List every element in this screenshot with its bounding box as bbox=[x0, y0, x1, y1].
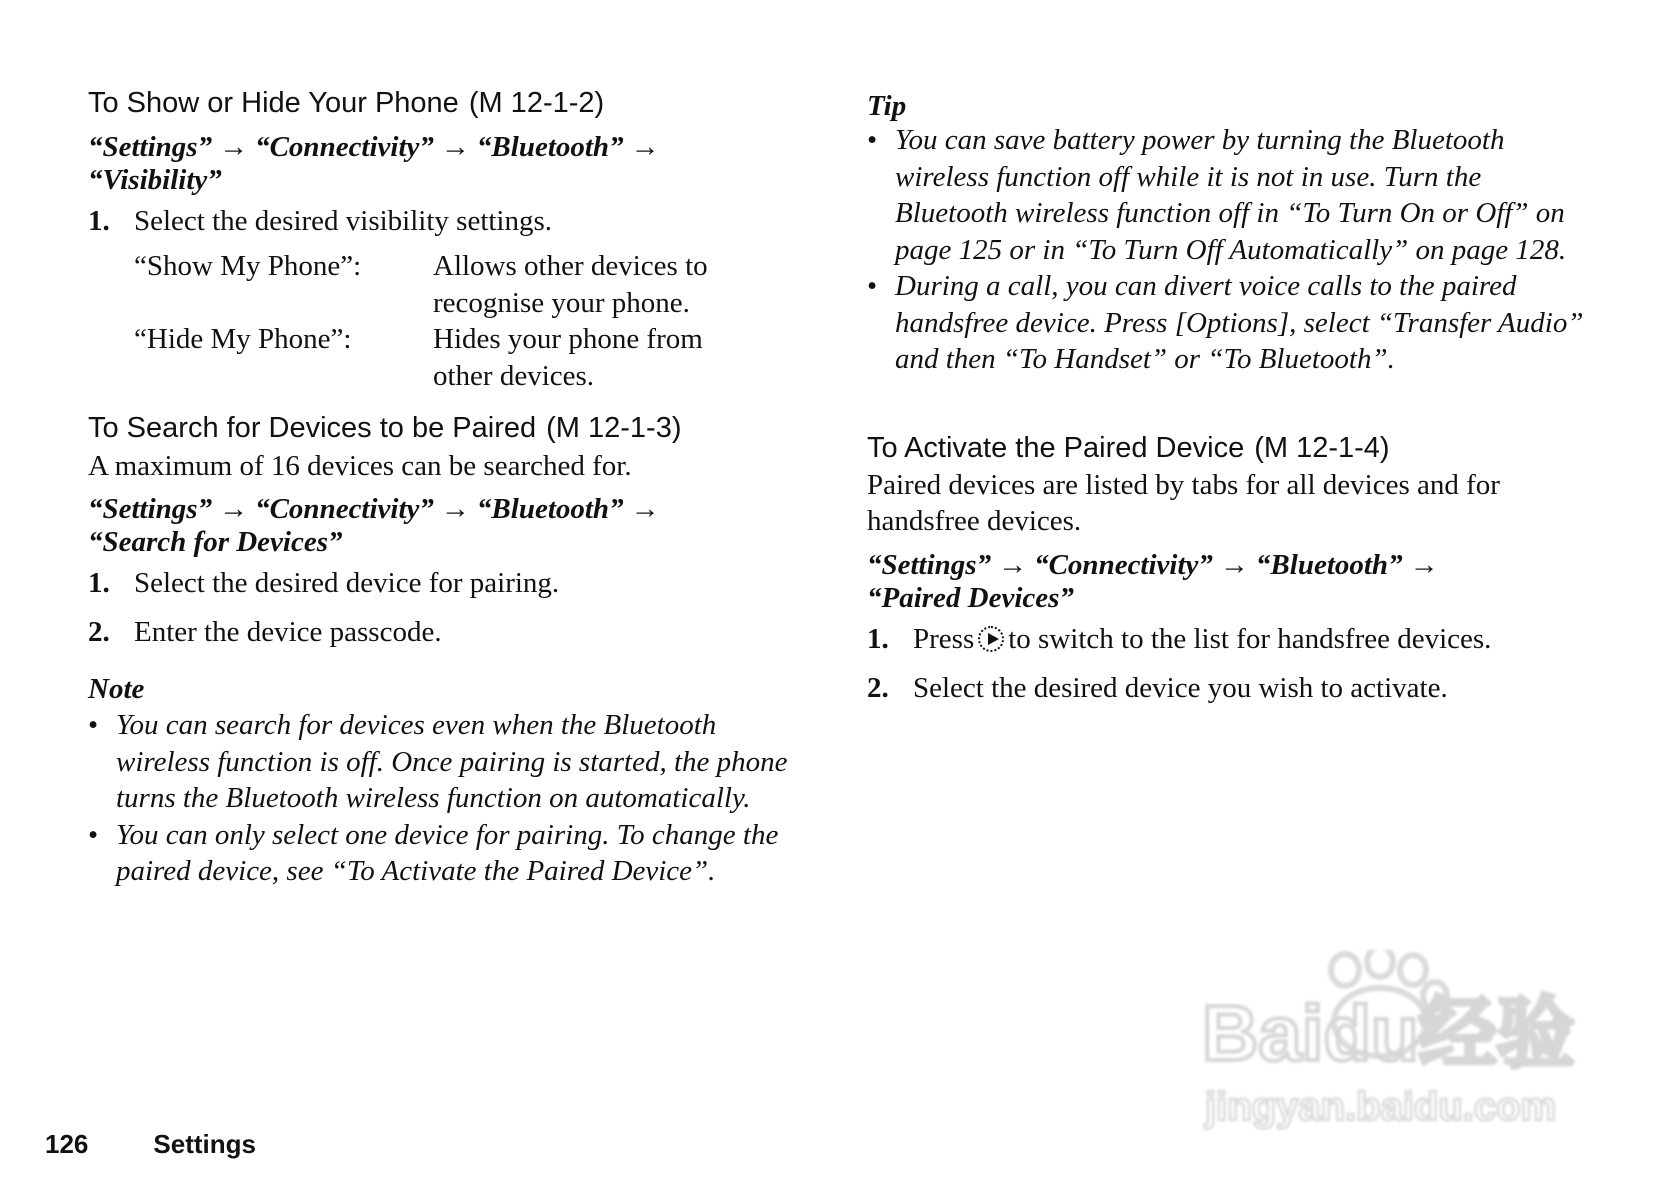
visibility-option bbox=[134, 248, 753, 321]
tip-text: You can save battery power by turning the Bluetooth wireless function off while it is not in use. Turn the Bluetooth wireless function off in “To Turn On or Off” on page 125 or in “To Turn Off Automatically” on page 128. bbox=[895, 124, 1567, 266]
baidu-paw-logo-icon bbox=[1200, 950, 1610, 1140]
bullet-icon: • bbox=[867, 270, 878, 302]
path-item: “Connectivity” bbox=[255, 493, 434, 525]
step-text: Select the desired device you wish to activate. bbox=[913, 672, 1448, 704]
search-menu-path bbox=[88, 493, 788, 559]
watermark-url: jingyan.baidu.com bbox=[1205, 1085, 1557, 1129]
path-item: “Settings” bbox=[88, 493, 213, 525]
search-code: (M 12-1-3) bbox=[546, 412, 682, 444]
search-intro: A maximum of 16 devices can be searched for. bbox=[88, 450, 632, 482]
page-footer bbox=[45, 1128, 256, 1160]
arrow-icon: → bbox=[219, 493, 249, 525]
search-step-1 bbox=[88, 565, 559, 601]
note-list bbox=[88, 707, 808, 890]
option-description: Allows other devices to recognise your phone. bbox=[433, 250, 708, 319]
visibility-options bbox=[134, 248, 753, 394]
step-number: 2. bbox=[88, 616, 110, 648]
bullet-icon: • bbox=[88, 709, 99, 741]
watermark-logo-text: Baidu经验 bbox=[1202, 989, 1575, 1077]
tip-item bbox=[867, 268, 1585, 378]
arrow-icon: → bbox=[440, 493, 470, 525]
step-text: Select the desired device for pairing. bbox=[134, 567, 560, 599]
step-text: Enter the device passcode. bbox=[134, 616, 442, 648]
show-hide-heading bbox=[88, 85, 604, 121]
show-hide-code: (M 12-1-2) bbox=[468, 87, 605, 119]
tip-text: During a call, you can divert voice calls to the paired handsfree device. Press [Options], select “Transfer Audio” and then “To Handset” or “To Bluetooth”. bbox=[895, 270, 1584, 375]
activate-menu-path bbox=[867, 549, 1567, 615]
search-title: To Search for Devices to be Paired bbox=[88, 412, 537, 444]
note-title: Note bbox=[88, 673, 145, 705]
show-hide-title: To Show or Hide Your Phone bbox=[88, 87, 459, 119]
option-description: Hides your phone from other devices. bbox=[433, 323, 703, 392]
step-text: Select the desired visibility settings. bbox=[134, 205, 553, 237]
path-item: “Paired Devices” bbox=[867, 582, 1074, 614]
step-text-pre: Press bbox=[913, 623, 975, 655]
search-step-2 bbox=[88, 614, 442, 650]
tip-list bbox=[867, 122, 1585, 378]
step-text-post: to switch to the list for handsfree devices. bbox=[1008, 623, 1492, 655]
step-number: 1. bbox=[88, 205, 110, 237]
arrow-icon: → bbox=[1219, 549, 1249, 581]
page-number: 126 bbox=[45, 1129, 89, 1159]
step-number: 1. bbox=[88, 567, 110, 599]
section-name: Settings bbox=[153, 1129, 256, 1159]
visibility-option bbox=[134, 321, 753, 394]
path-item: “Bluetooth” bbox=[476, 131, 624, 163]
arrow-icon: → bbox=[998, 549, 1028, 581]
path-item: “Settings” bbox=[867, 549, 992, 581]
tip-item bbox=[867, 122, 1585, 268]
activate-code: (M 12-1-4) bbox=[1254, 432, 1390, 464]
option-term: “Hide My Phone”: bbox=[134, 323, 352, 355]
activate-heading bbox=[867, 430, 1390, 466]
arrow-icon: → bbox=[440, 131, 470, 163]
bullet-icon: • bbox=[88, 818, 99, 851]
arrow-icon: → bbox=[630, 493, 660, 525]
option-term: “Show My Phone”: bbox=[134, 250, 362, 282]
arrow-icon: → bbox=[1409, 549, 1439, 581]
search-heading bbox=[88, 410, 681, 446]
activate-intro: Paired devices are listed by tabs for all devices and for handsfree devices. bbox=[867, 469, 1500, 537]
show-hide-menu-path bbox=[88, 131, 788, 197]
arrow-icon: → bbox=[630, 131, 660, 163]
note-item bbox=[88, 707, 808, 817]
note-text: You can search for devices even when the Bluetooth wireless function is off. Once pairing is started, the phone turns the Bluetooth wireless function on automatically. bbox=[116, 709, 788, 814]
path-item: “Connectivity” bbox=[1034, 549, 1213, 581]
activate-step-2 bbox=[867, 670, 1448, 706]
baidu-watermark bbox=[1200, 950, 1610, 1140]
tip-title: Tip bbox=[867, 90, 907, 122]
path-item: “Visibility” bbox=[88, 164, 222, 196]
path-item: “Settings” bbox=[88, 131, 213, 163]
step-number: 2. bbox=[867, 672, 889, 704]
path-item: “Bluetooth” bbox=[476, 493, 624, 525]
path-item: “Search for Devices” bbox=[88, 526, 343, 558]
path-item: “Bluetooth” bbox=[1255, 549, 1403, 581]
step-text bbox=[913, 621, 1491, 657]
navigation-key-right-icon bbox=[978, 626, 1004, 652]
note-item bbox=[88, 817, 808, 890]
arrow-icon: → bbox=[219, 131, 249, 163]
bullet-icon: • bbox=[867, 124, 878, 156]
activate-title: To Activate the Paired Device bbox=[867, 432, 1245, 464]
note-text: You can only select one device for pairing. To change the paired device, see “To Activate the Paired Device”. bbox=[116, 818, 779, 887]
step-number: 1. bbox=[867, 623, 889, 655]
show-hide-step-1 bbox=[88, 203, 552, 239]
path-item: “Connectivity” bbox=[255, 131, 434, 163]
activate-step-1 bbox=[867, 621, 1491, 657]
